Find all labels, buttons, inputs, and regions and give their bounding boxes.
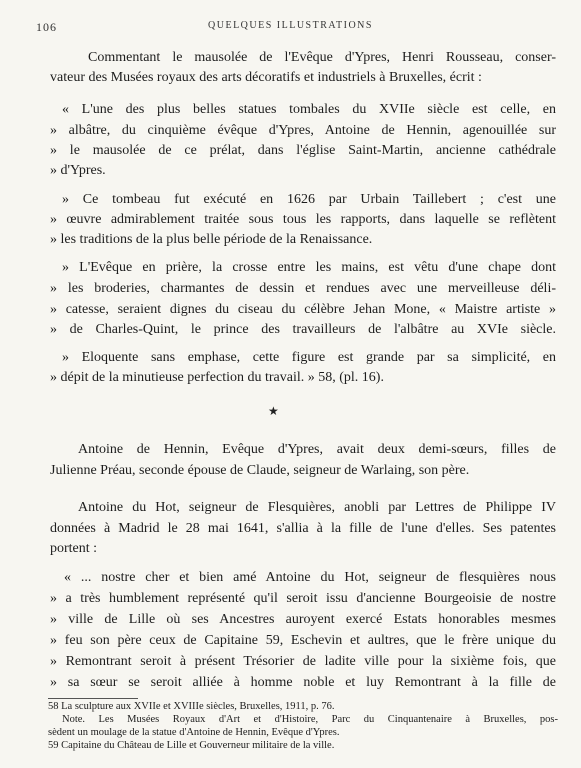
footnote: 58 La sculpture aux XVIIe et XVIIIe siècles, Bruxelles, 1911, p. 76.	[48, 701, 335, 712]
body-line: « ... nostre cher et bien amé Antoine du Hot, seigneur de flesquières nous	[64, 570, 556, 585]
body-line: Commentant le mausolée de l'Evêque d'Ypres, Henri Rousseau, conser-	[88, 50, 556, 65]
page-number: 106	[36, 20, 57, 34]
body-line: » dépit de la minutieuse perfection du travail. » 58, (pl. 16).	[50, 370, 384, 385]
body-line: » ville de Lille où ses Ancestres auroyent exercé Estats honorables mesmes	[50, 612, 556, 627]
body-line: » catesse, seraient dignes du ciseau du célèbre Jehan Mone, « Maistre artiste »	[50, 302, 556, 317]
body-line: » les traditions de la plus belle période de la Renaissance.	[50, 232, 373, 247]
footnote: 59 Capitaine du Château de Lille et Gouverneur militaire de la ville.	[48, 740, 335, 751]
body-line: » le mausolée de ce prélat, dans l'église Saint-Martin, ancienne cathédrale	[50, 143, 556, 158]
body-line: » L'Evêque en prière, la crosse entre les mains, est vêtu d'une chape dont	[62, 260, 556, 275]
body-line: » feu son père ceux de Capitaine 59, Eschevin et aultres, que le frère unique du	[50, 633, 556, 648]
body-line: Julienne Préau, seconde épouse de Claude, seigneur de Warlaing, son père.	[50, 463, 470, 478]
body-line: » albâtre, du cinquième évêque d'Ypres, Antoine de Hennin, agenouillée sur	[50, 123, 556, 138]
body-line: » de Charles-Quint, le prince des travailleurs de l'albâtre au XVIe siècle.	[50, 322, 556, 337]
body-line: portent :	[50, 541, 98, 556]
body-line: » a très humblement représenté qu'il seroit issu d'ancienne Bourgeoisie de nostre	[50, 591, 556, 606]
body-line: Antoine du Hot, seigneur de Flesquières, anobli par Lettres de Philippe IV	[78, 500, 556, 515]
body-line: » sa sœur se seroit alliée à homme noble et luy Remontrant à la fille de	[50, 675, 556, 690]
footnote-rule	[48, 698, 138, 699]
body-line: » les broderies, charmantes de dessin et rendues avec une merveilleuse déli-	[50, 281, 556, 296]
footnote: Note. Les Musées Royaux d'Art et d'Histoire, Parc du Cinquantenaire à Bruxelles, pos-	[62, 714, 558, 725]
body-line: Antoine de Hennin, Evêque d'Ypres, avait deux demi-sœurs, filles de	[78, 442, 556, 457]
footnote: sèdent un moulage de la statue d'Antoine de Hennin, Evêque d'Ypres.	[48, 727, 340, 738]
body-line: » Ce tombeau fut exécuté en 1626 par Urbain Taillebert ; c'est une	[62, 192, 556, 207]
body-line: données à Madrid le 28 mai 1641, s'allia à la fille de l'une d'elles. Ses patentes	[50, 521, 556, 536]
body-line: » Eloquente sans emphase, cette figure est grande par sa simplicité, en	[62, 350, 556, 365]
body-line: » Remontrant seroit à présent Trésorier de ladite ville pour la sixième fois, que	[50, 654, 556, 669]
body-line: vateur des Musées royaux des arts décoratifs et industriels à Bruxelles, écrit :	[50, 70, 482, 85]
body-line: » d'Ypres.	[50, 163, 106, 178]
section-separator: ★	[268, 404, 279, 418]
body-line: « L'une des plus belles statues tombales du XVIIe siècle est celle, en	[62, 102, 556, 117]
running-title: QUELQUES ILLUSTRATIONS	[208, 20, 373, 31]
body-line: » œuvre admirablement traitée sous tous les rapports, dans laquelle se reflètent	[50, 212, 556, 227]
